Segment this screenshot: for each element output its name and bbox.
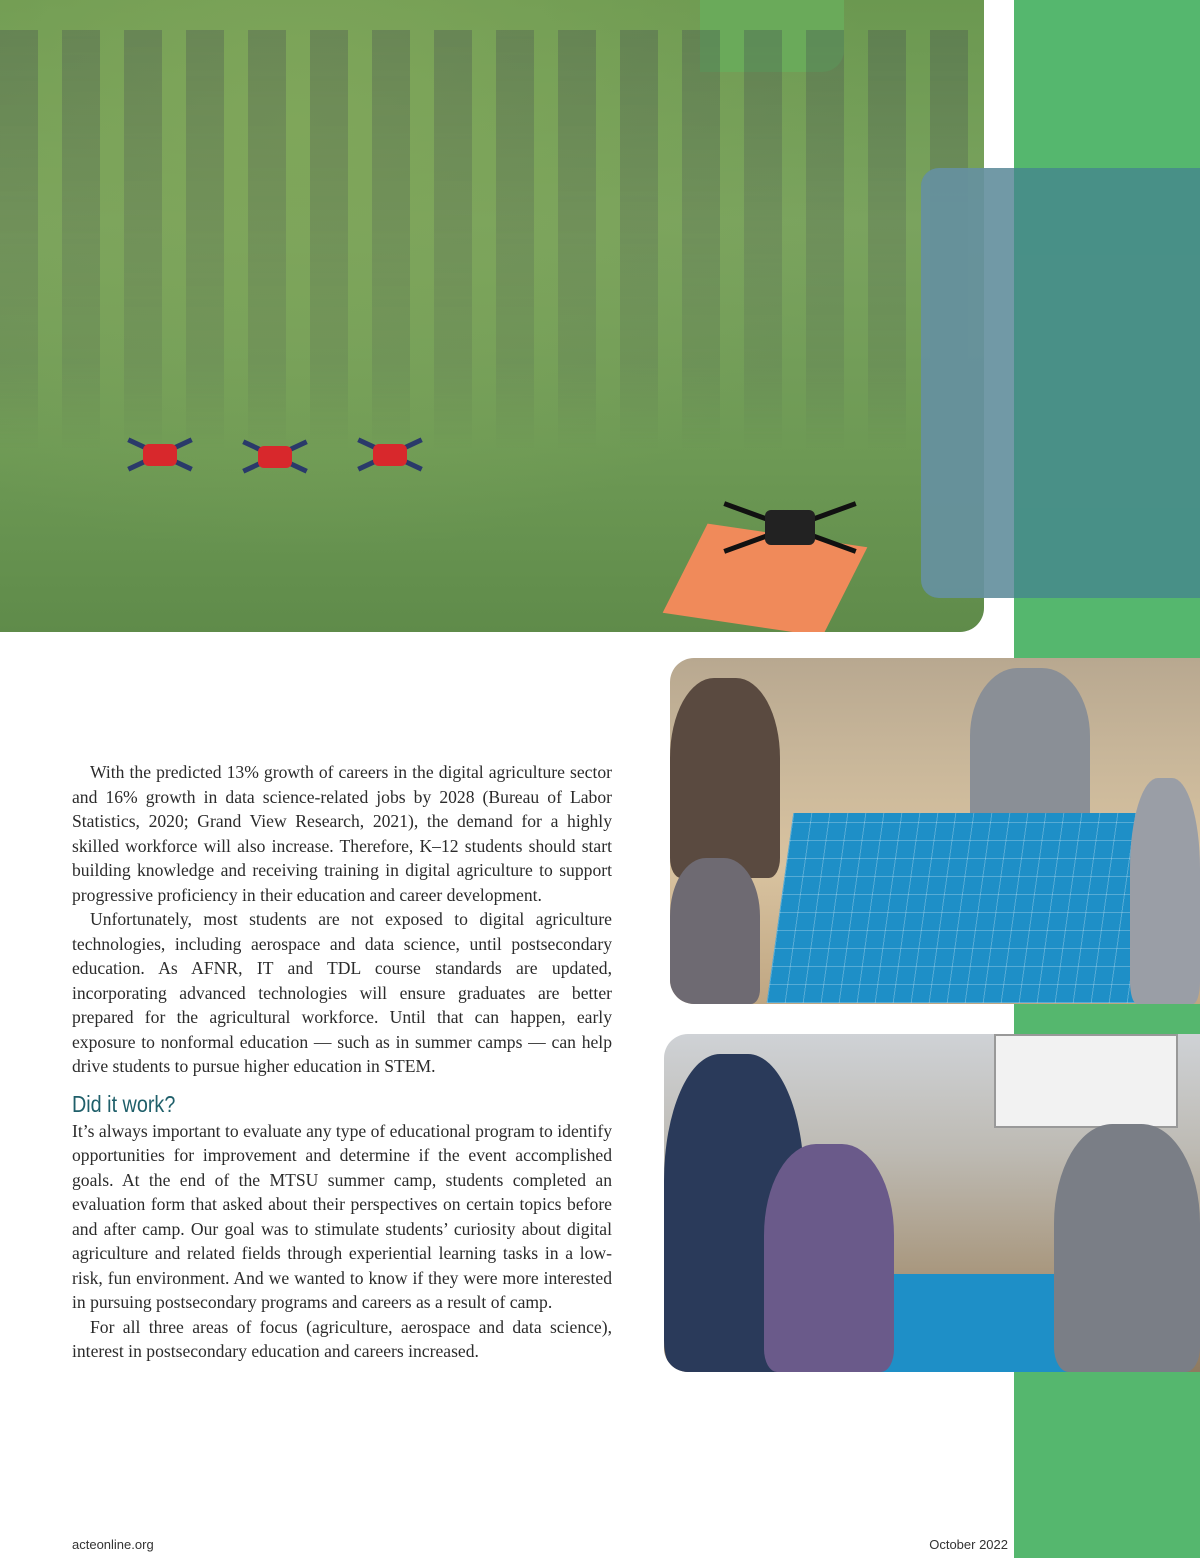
article-paragraph: For all three areas of focus (agriculture, aerospace and data science), interest in postsecondary education and careers increased. (72, 1316, 612, 1361)
large-drone (720, 470, 860, 580)
article-paragraph: With the predicted 13% growth of careers in the digital agriculture sector and 16% growth in data science-related jobs by 2028 (Bureau of Labor Statistics, 2020; Grand View Research, 2021), the demand for a highly skilled workforce will also increase. Therefore, K–12 students should start building knowledge and receiving training in digital agriculture to support progressive proficiency in their education and career development. (72, 762, 612, 905)
small-drone (125, 430, 195, 480)
hero-photo-group-with-drones (0, 0, 984, 632)
article-body (72, 760, 612, 1364)
small-drone (240, 432, 310, 482)
photo-students-building-drone (670, 658, 1200, 1004)
footer-website: acteonline.org (72, 1537, 154, 1552)
person (764, 1144, 894, 1372)
small-drone (355, 430, 425, 480)
photo-instructor-with-students (664, 1034, 1200, 1372)
article-paragraph: It’s always important to evaluate any type of educational program to identify opportunities for improvement and determine if the event accomplished goals. At the end of the MTSU summer camp, students completed an evaluation form that asked about their perspectives on certain topics before and after camp. Our goal was to stimulate students’ curiosity about digital agriculture and related fields through experiential learning tasks in a low-risk, fun environment. And we wanted to know if they were more interested in pursuing postsecondary programs and careers as a result of camp. (72, 1120, 612, 1312)
person (670, 678, 780, 878)
group-of-people (0, 30, 980, 450)
footer-date: October 2022 (929, 1537, 1008, 1552)
cutting-mat (767, 813, 1174, 1003)
whiteboard (994, 1034, 1178, 1128)
person (1130, 778, 1200, 1004)
person (670, 858, 760, 1004)
section-heading: Did it work? (72, 1090, 176, 1117)
article-paragraph: Unfortunately, most students are not exposed to digital agriculture technologies, including aerospace and data science, until postsecondary education. As AFNR, IT and TDL course standards are updated, incorporating advanced technologies will ensure graduates are better prepared for the agricultural workforce. Until that can happen, early exposure to nonformal education — such as in summer camps — can help drive students to pursue higher education in STEM. (72, 909, 612, 1076)
teal-overlay-strip (921, 168, 1014, 598)
person (1054, 1124, 1200, 1372)
